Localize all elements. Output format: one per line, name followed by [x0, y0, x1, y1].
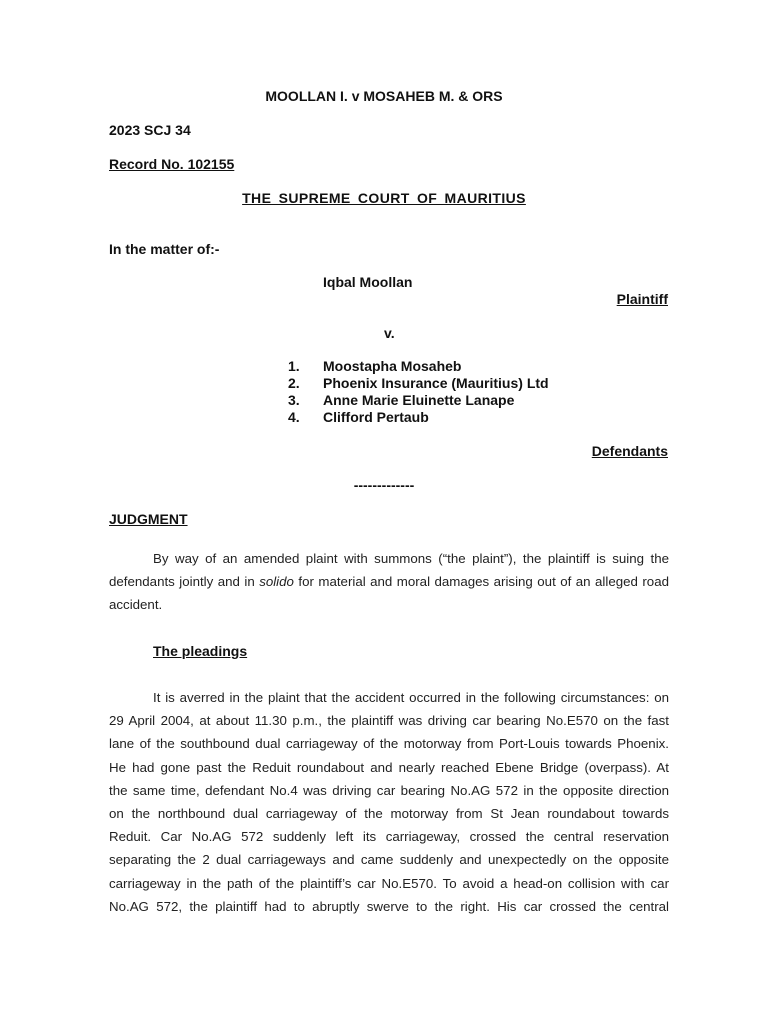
paragraph-line	[109, 570, 669, 593]
defendants-role-label: Defendants	[591, 443, 668, 459]
section-separator: -------------	[353, 477, 415, 493]
defendant-number: 2.	[288, 375, 300, 391]
defendant-name: Clifford Pertaub	[323, 409, 429, 425]
matter-label: In the matter of:-	[109, 241, 220, 257]
defendant-name: Anne Marie Eluinette Lanape	[323, 392, 515, 408]
pleadings-heading: The pleadings	[153, 643, 248, 659]
italic-term: solido	[259, 574, 294, 590]
pleadings-paragraph	[109, 686, 669, 918]
defendant-item	[288, 358, 549, 375]
defendant-item	[288, 392, 549, 409]
paragraph-line: on the northbound dual carriageway of the motorway from St Jean roundabout towards	[109, 805, 669, 821]
judgment-heading: JUDGMENT	[109, 511, 188, 527]
record-number: Record No. 102155	[109, 156, 235, 172]
defendant-number: 4.	[288, 409, 300, 425]
defendant-item	[288, 409, 549, 426]
plaintiff-name: Iqbal Moollan	[323, 274, 413, 290]
defendant-number: 1.	[288, 358, 300, 374]
paragraph-line: separating the 2 dual carriageways and came suddenly and unexpectedly on the opposite	[109, 852, 669, 868]
paragraph-line: accident.	[109, 597, 163, 613]
defendant-number: 3.	[288, 392, 300, 408]
case-citation: 2023 SCJ 34	[109, 122, 191, 138]
paragraph-line: lane of the southbound dual carriageway of the motorway from Port-Louis towards Phoenix.	[109, 736, 669, 752]
paragraph-line: He had gone past the Reduit roundabout and nearly reached Ebene Bridge (overpass). At	[109, 759, 669, 775]
defendant-item	[288, 375, 549, 392]
defendant-name: Phoenix Insurance (Mauritius) Ltd	[323, 375, 549, 391]
paragraph-line: 29 April 2004, at about 11.30 p.m., the plaintiff was driving car bearing No.E570 on the fast	[109, 713, 669, 729]
paragraph-text: defendants jointly and in	[109, 574, 260, 590]
plaintiff-role-label: Plaintiff	[616, 291, 668, 307]
versus-label: v.	[384, 325, 395, 341]
case-title: MOOLLAN I. v MOSAHEB M. & ORS	[265, 88, 503, 104]
paragraph-line: By way of an amended plaint with summons (“the plaint”), the plaintiff is suing the	[153, 551, 669, 566]
intro-paragraph	[109, 547, 669, 617]
paragraph-line: carriageway in the path of the plaintiff’s car No.E570. To avoid a head-on collision with car	[109, 875, 669, 891]
paragraph-line: It is averred in the plaint that the accident occurred in the following circumstances: on	[153, 690, 669, 705]
paragraph-text: for material and moral damages arising out of an alleged road	[298, 574, 669, 590]
paragraph-line: the same time, defendant No.4 was driving car bearing No.AG 572 in the opposite direction	[109, 782, 669, 798]
defendant-name: Moostapha Mosaheb	[323, 358, 462, 374]
court-name: THE SUPREME COURT OF MAURITIUS	[242, 190, 526, 206]
defendants-list	[288, 358, 549, 426]
paragraph-line: No.AG 572, the plaintiff had to abruptly swerve to the right. His car crossed the central	[109, 898, 669, 914]
paragraph-line: Reduit. Car No.AG 572 suddenly left its carriageway, crossed the central reservation	[109, 829, 669, 845]
